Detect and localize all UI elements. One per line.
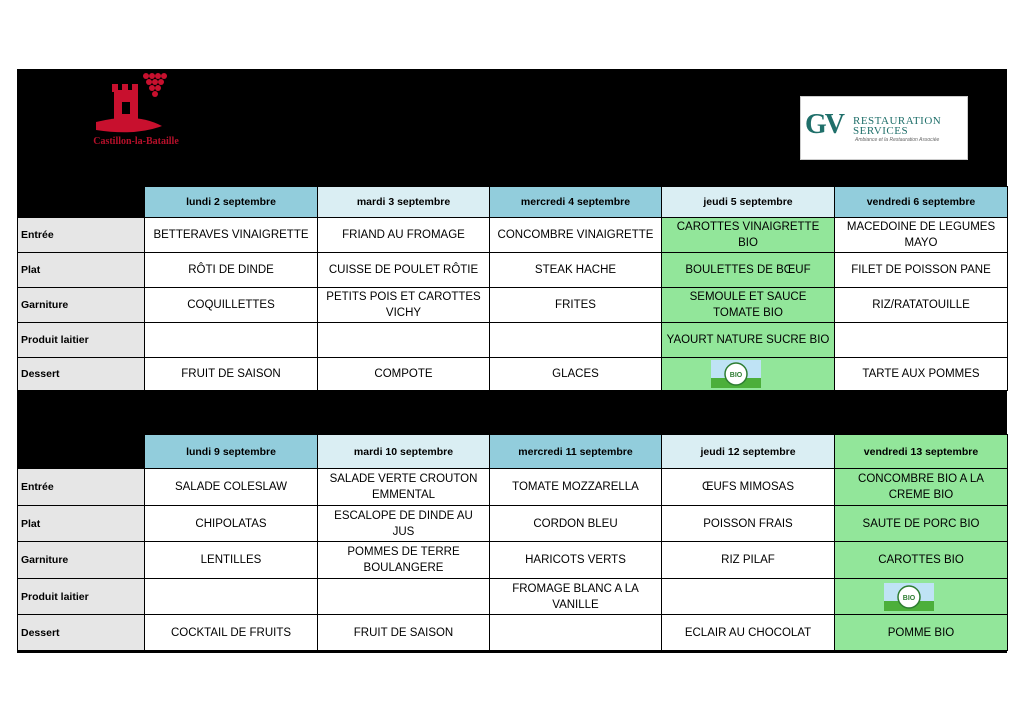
- menu-cell: [490, 323, 662, 358]
- menu-cell: FRIAND AU FROMAGE: [318, 218, 490, 253]
- menu-cell: RIZ/RATATOUILLE: [835, 288, 1008, 323]
- day-header: lundi 2 septembre: [145, 187, 318, 218]
- menu-cell: SALADE COLESLAW: [145, 469, 318, 506]
- menu-cell: FROMAGE BLANC A LA VANILLE: [490, 579, 662, 615]
- bio-label-cell: [662, 358, 835, 391]
- row-label: Plat: [18, 506, 145, 542]
- row-label: Dessert: [18, 358, 145, 391]
- row-label: Produit laitier: [18, 579, 145, 615]
- header-blank: [18, 435, 145, 469]
- menu-cell: [662, 579, 835, 615]
- menu-cell: POMME BIO: [835, 615, 1008, 651]
- row-label: Produit laitier: [18, 323, 145, 358]
- menu-cell: MACEDOINE DE LEGUMES MAYO: [835, 218, 1008, 253]
- menu-cell: POISSON FRAIS: [662, 506, 835, 542]
- menu-cell: TOMATE MOZZARELLA: [490, 469, 662, 506]
- menu-cell: FRUIT DE SAISON: [318, 615, 490, 651]
- menu-cell: STEAK HACHE: [490, 253, 662, 288]
- menu-cell: BETTERAVES VINAIGRETTE: [145, 218, 318, 253]
- menu-cell: CAROTTES BIO: [835, 542, 1008, 579]
- menu-cell: COQUILLETTES: [145, 288, 318, 323]
- row-label: Dessert: [18, 615, 145, 651]
- bio-badge-text: BIO: [729, 372, 743, 380]
- menu-cell: BOULETTES DE BŒUF: [662, 253, 835, 288]
- bio-badge-text: BIO: [902, 594, 916, 602]
- menu-cell: GLACES: [490, 358, 662, 391]
- menu-cell: [145, 579, 318, 615]
- menu-cell: FRUIT DE SAISON: [145, 358, 318, 391]
- menu-cell: POMMES DE TERRE BOULANGERE: [318, 542, 490, 579]
- day-header: lundi 9 septembre: [145, 435, 318, 469]
- day-header: vendredi 6 septembre: [835, 187, 1008, 218]
- menu-cell: PETITS POIS ET CAROTTES VICHY: [318, 288, 490, 323]
- header-blank: [18, 187, 145, 218]
- menu-cell: CONCOMBRE BIO A LA CREME BIO: [835, 469, 1008, 506]
- menu-cell: HARICOTS VERTS: [490, 542, 662, 579]
- menu-cell: YAOURT NATURE SUCRE BIO: [662, 323, 835, 358]
- row-label: Entrée: [18, 469, 145, 506]
- row-label: Garniture: [18, 288, 145, 323]
- bio-label-cell: [835, 579, 1008, 615]
- menu-cell: CHIPOLATAS: [145, 506, 318, 542]
- gv-logo-line2: SERVICES: [853, 125, 909, 137]
- day-header: jeudi 12 septembre: [662, 435, 835, 469]
- week-table-1: [17, 186, 1008, 391]
- day-header: mardi 10 septembre: [318, 435, 490, 469]
- menu-cell: SAUTE DE PORC BIO: [835, 506, 1008, 542]
- menu-cell: COMPOTE: [318, 358, 490, 391]
- menu-cell: CAROTTES VINAIGRETTE BIO: [662, 218, 835, 253]
- castillon-logo-name: Castillon-la-Bataille: [93, 136, 179, 147]
- menu-cell: TARTE AUX POMMES: [835, 358, 1008, 391]
- menu-cell: FILET DE POISSON PANE: [835, 253, 1008, 288]
- row-label: Plat: [18, 253, 145, 288]
- menu-cell: [318, 579, 490, 615]
- week-table-2: [17, 434, 1008, 651]
- row-label: Entrée: [18, 218, 145, 253]
- menu-cell: [490, 615, 662, 651]
- menu-cell: FRITES: [490, 288, 662, 323]
- menu-cell: COCKTAIL DE FRUITS: [145, 615, 318, 651]
- menu-cell: CONCOMBRE VINAIGRETTE: [490, 218, 662, 253]
- gv-logo-mark: GV: [805, 109, 843, 140]
- castle-grapes-icon: [66, 70, 206, 140]
- day-header: mercredi 4 septembre: [490, 187, 662, 218]
- menu-cell: RÔTI DE DINDE: [145, 253, 318, 288]
- menu-cell: [145, 323, 318, 358]
- day-header: jeudi 5 septembre: [662, 187, 835, 218]
- gv-logo-line1: RESTAURATION: [853, 115, 942, 127]
- castillon-logo: [66, 70, 206, 152]
- menu-cell: SEMOULE ET SAUCE TOMATE BIO: [662, 288, 835, 323]
- menu-cell: ESCALOPE DE DINDE AU JUS: [318, 506, 490, 542]
- day-header: mardi 3 septembre: [318, 187, 490, 218]
- menu-cell: [835, 323, 1008, 358]
- gv-restauration-logo: [800, 96, 968, 160]
- menu-cell: LENTILLES: [145, 542, 318, 579]
- day-header: mercredi 11 septembre: [490, 435, 662, 469]
- menu-cell: CORDON BLEU: [490, 506, 662, 542]
- day-header: vendredi 13 septembre: [835, 435, 1008, 469]
- menu-cell: ŒUFS MIMOSAS: [662, 469, 835, 506]
- menu-cell: CUISSE DE POULET RÔTIE: [318, 253, 490, 288]
- gv-logo-tagline: Ambiance et la Restauration Associée: [855, 137, 940, 143]
- menu-cell: [318, 323, 490, 358]
- menu-cell: ECLAIR AU CHOCOLAT: [662, 615, 835, 651]
- menu-cell: RIZ PILAF: [662, 542, 835, 579]
- menu-cell: SALADE VERTE CROUTON EMMENTAL: [318, 469, 490, 506]
- row-label: Garniture: [18, 542, 145, 579]
